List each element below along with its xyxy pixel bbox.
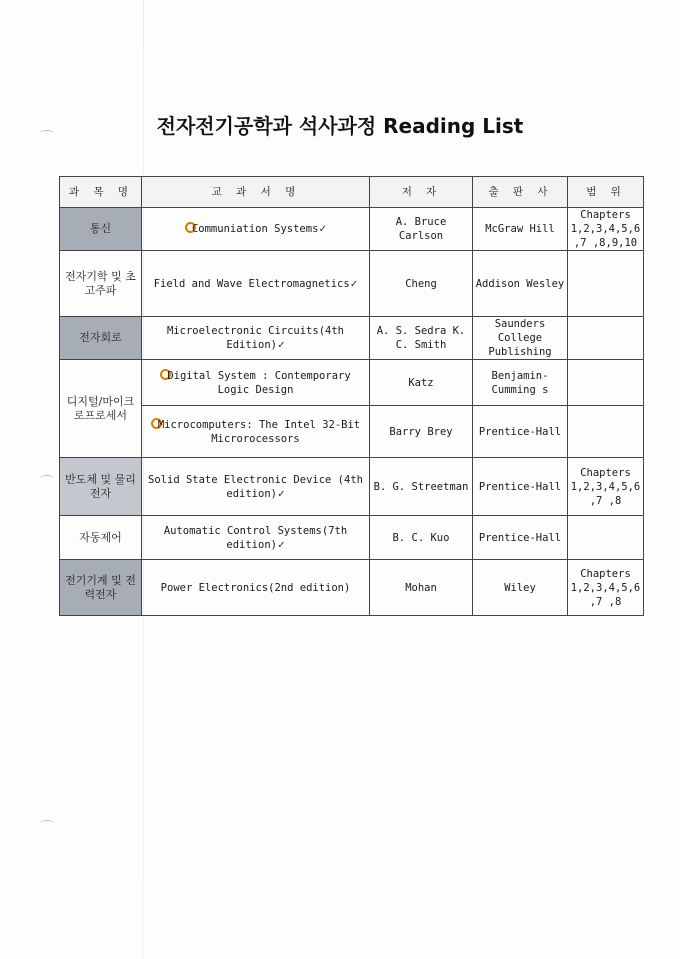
book-cell	[142, 208, 370, 251]
range-cell	[568, 251, 644, 317]
book-cell	[142, 317, 370, 360]
scan-mark	[40, 820, 54, 827]
check-mark-icon: ✓	[277, 537, 285, 551]
subject-cell: 전기기계 및 전력전자	[60, 560, 142, 616]
table-row	[60, 208, 644, 251]
subject-cell: 통신	[60, 208, 142, 251]
author-cell: Barry Brey	[370, 406, 473, 458]
scan-mark	[40, 475, 54, 482]
author-cell: Katz	[370, 360, 473, 406]
publisher-cell: Wiley	[473, 560, 568, 616]
table-row	[60, 251, 644, 317]
table-row	[60, 516, 644, 560]
range-cell	[568, 516, 644, 560]
check-mark-icon: ✓	[277, 486, 285, 500]
author-cell: A. Bruce Carlson	[370, 208, 473, 251]
subject-cell: 반도체 및 물리전자	[60, 458, 142, 516]
range-cell	[568, 317, 644, 360]
range-cell	[568, 406, 644, 458]
reading-list-table	[59, 176, 644, 616]
publisher-cell: Prentice-Hall	[473, 406, 568, 458]
book-cell	[142, 251, 370, 317]
author-cell: B. C. Kuo	[370, 516, 473, 560]
header-textbook: 교 과 서 명	[142, 177, 370, 208]
author-cell: B. G. Streetman	[370, 458, 473, 516]
range-cell: Chapters 1,2,3,4,5,6,7 ,8,9,10	[568, 208, 644, 251]
subject-cell: 전자회로	[60, 317, 142, 360]
header-author: 저 자	[370, 177, 473, 208]
publisher-cell: Prentice-Hall	[473, 516, 568, 560]
header-range: 범 위	[568, 177, 644, 208]
page-title: 전자전기공학과 석사과정 Reading List	[156, 114, 524, 138]
book-cell	[142, 360, 370, 406]
table-row	[60, 360, 644, 406]
subject-cell: 디지털/마이크로프로세서	[60, 360, 142, 458]
publisher-cell: Addison Wesley	[473, 251, 568, 317]
book-cell	[142, 406, 370, 458]
table-row	[60, 406, 644, 458]
book-title: Automatic Control Systems(7th edition)	[163, 524, 348, 551]
range-cell: Chapters 1,2,3,4,5,6,7 ,8	[568, 458, 644, 516]
publisher-cell: Saunders College Publishing	[473, 317, 568, 360]
range-cell: Chapters 1,2,3,4,5,6,7 ,8	[568, 560, 644, 616]
book-title: Microelectronic Circuits(4th Edition)	[166, 325, 344, 351]
book-cell	[142, 458, 370, 516]
book-title: Solid State Electronic Device (4th edition)	[148, 473, 363, 500]
author-cell: Mohan	[370, 560, 473, 616]
table-row	[60, 317, 644, 360]
book-title: Microcomputers: The Intel 32-Bit Microrocessors	[157, 418, 361, 445]
check-mark-icon: ✓	[319, 222, 327, 235]
book-title: Field and Wave Electromagnetics	[153, 277, 350, 290]
range-cell	[568, 360, 644, 406]
subject-cell: 자동제어	[60, 516, 142, 560]
author-cell: A. S. Sedra K. C. Smith	[370, 317, 473, 360]
book-title: Digital System : Contemporary Logic Design	[167, 369, 351, 396]
book-cell: Power Electronics(2nd edition)	[142, 560, 370, 616]
header-subject: 과 목 명	[60, 177, 142, 208]
check-mark-icon: ✓	[350, 276, 358, 290]
publisher-cell: Prentice-Hall	[473, 458, 568, 516]
book-title: Communiation Systems	[191, 223, 319, 235]
check-mark-icon: ✓	[277, 338, 285, 351]
author-cell: Cheng	[370, 251, 473, 317]
table-row	[60, 458, 644, 516]
table-header-row	[60, 177, 644, 208]
publisher-cell: Benjamin-Cumming s	[473, 360, 568, 406]
book-cell	[142, 516, 370, 560]
subject-cell: 전자기학 및 초고주파	[60, 251, 142, 317]
header-publisher: 출 판 사	[473, 177, 568, 208]
table-row	[60, 560, 644, 616]
publisher-cell: McGraw Hill	[473, 208, 568, 251]
